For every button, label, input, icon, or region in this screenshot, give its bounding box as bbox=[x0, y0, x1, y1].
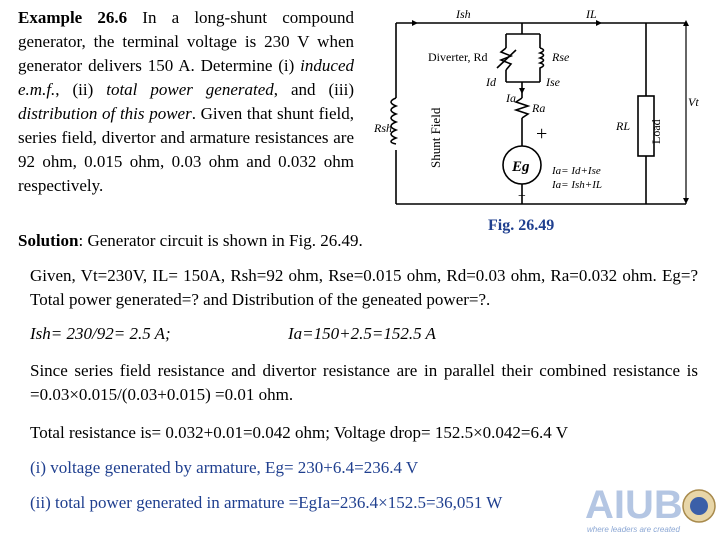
label-rl: RL bbox=[616, 119, 631, 133]
distribution-term: distribution of this power bbox=[18, 104, 192, 123]
logo-seal-center bbox=[690, 497, 708, 515]
label-shunt-field: Shunt Field bbox=[428, 107, 443, 168]
problem-text: . Given that shunt field, series field, divertor and armature resistances are 92 ohm, 0.015 ohm, 0.03 ohm and 0.032 ohm respectively. bbox=[18, 104, 354, 195]
given-line: Given, Vt=230V, IL= 150A, Rsh=92 ohm, Rse=0.015 ohm, Rd=0.03 ohm, Ra=0.032 ohm. Eg=? Total power generated=? and Distribution of the geneated power=?. bbox=[30, 266, 698, 309]
ish-calculation: Ish= 230/92= 2.5 A; bbox=[30, 324, 171, 343]
label-vt: Vt bbox=[688, 95, 699, 109]
label-load: Load bbox=[649, 119, 663, 144]
figure-caption: Fig. 26.49 bbox=[488, 217, 555, 234]
parallel-resistance-step: Since series field resistance and divertor resistance are in parallel their combined resistance is =0.03×0.015/(0.03+0.015) =0.01 ohm. bbox=[30, 361, 698, 404]
problem-text: , (ii) bbox=[55, 80, 107, 99]
label-id: Id bbox=[486, 75, 496, 89]
label-diverter: Diverter, Rd bbox=[428, 50, 488, 64]
solution-text: : Generator circuit is shown in Fig. 26.49. bbox=[78, 231, 363, 250]
label-il: IL bbox=[586, 7, 597, 21]
answer-generated-voltage: (i) voltage generated by armature, Eg= 230+6.4=236.4 V bbox=[30, 458, 419, 477]
current-step bbox=[30, 322, 690, 346]
circuit-diagram bbox=[370, 6, 716, 212]
label-minus: − bbox=[518, 189, 526, 204]
total-power-term: total power generated bbox=[106, 80, 274, 99]
total-resistance-step: Total resistance is= 0.032+0.01=0.042 ohm; Voltage drop= 152.5×0.042=6.4 V bbox=[30, 423, 568, 442]
label-ish: Ish bbox=[456, 7, 471, 21]
ia-calculation: Ia=150+2.5=152.5 A bbox=[288, 324, 436, 343]
logo-tagline: where leaders are created bbox=[587, 525, 680, 534]
problem-text: In a long-shunt compound generator, the terminal voltage is 230 V when generator delivers 150 A. Determine (i) bbox=[18, 8, 354, 75]
label-eg: Eg bbox=[512, 159, 530, 175]
label-plus: + bbox=[536, 123, 548, 145]
aiub-logo bbox=[585, 478, 717, 536]
label-ra: Ra bbox=[532, 101, 546, 115]
solution-label: Solution bbox=[18, 231, 79, 250]
problem-statement bbox=[18, 6, 354, 198]
example-label: Example 26.6 bbox=[18, 8, 128, 27]
label-ise: Ise bbox=[546, 75, 560, 89]
problem-text: , and (iii) bbox=[273, 80, 354, 99]
label-rsh: Rsh bbox=[374, 121, 392, 135]
label-rse: Rse bbox=[552, 50, 570, 64]
label-ia: Ia bbox=[506, 91, 516, 105]
solution-line bbox=[18, 229, 363, 253]
logo-text: AIUB bbox=[585, 483, 683, 527]
emf-term: induced e.m.f. bbox=[18, 56, 354, 99]
equation-ia-ish: Ia= Ish+IL bbox=[552, 179, 602, 191]
equation-ia-id: Ia= Id+Ise bbox=[552, 165, 601, 177]
answer-total-power: (ii) total power generated in armature =EgIa=236.4×152.5=36,051 W bbox=[30, 493, 503, 512]
